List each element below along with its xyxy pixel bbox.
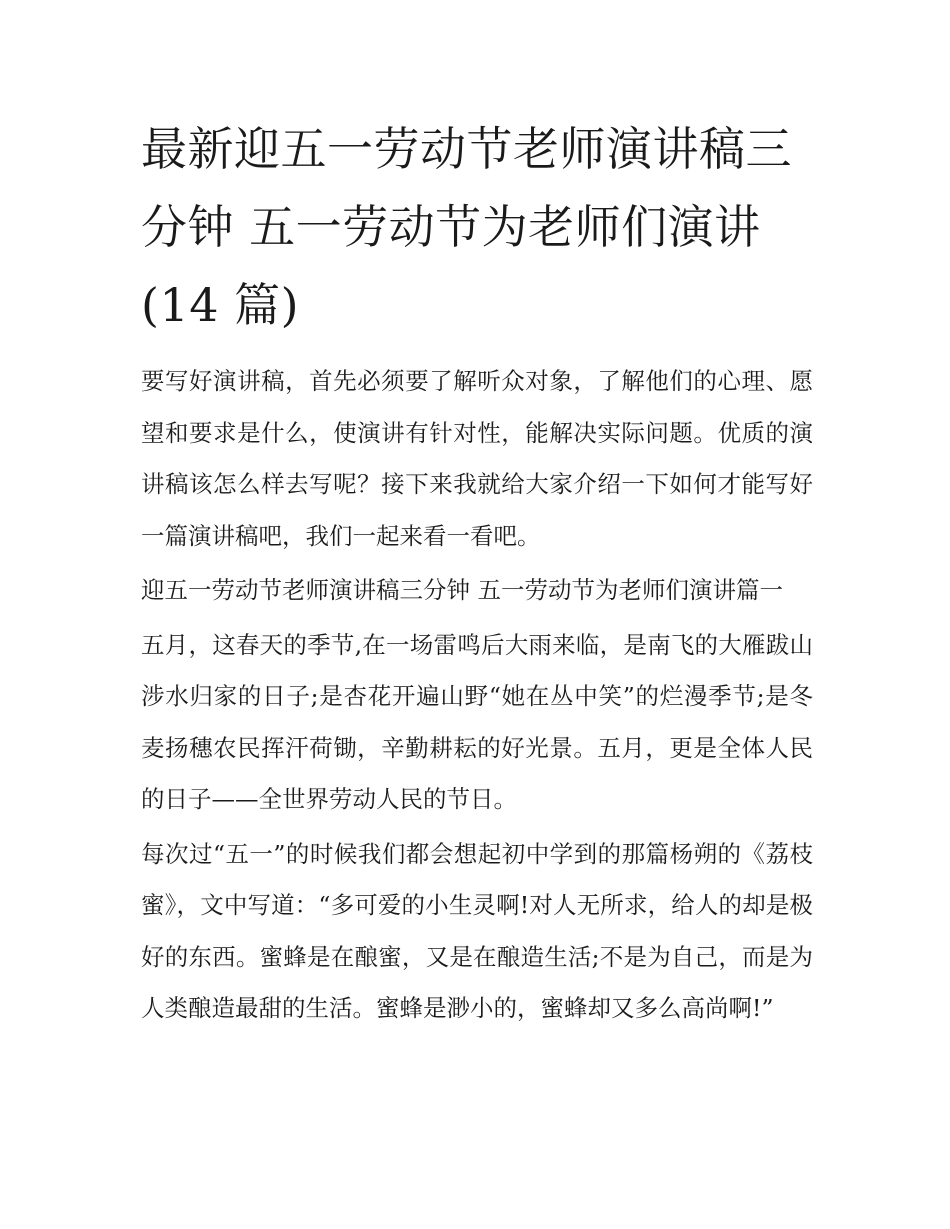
intro-paragraph: 要写好演讲稿，首先必须要了解听众对象，了解他们的心理、愿望和要求是什么，使演讲有针对性，能解决实际问题。优质的演讲稿该怎么样去写呢？接下来我就给大家介绍一下如何才能写好一篇演讲稿吧，我们一起来看一看吧。 <box>141 367 813 550</box>
document-page <box>141 110 813 1035</box>
document-body <box>141 356 813 1035</box>
body-paragraph: 五月，这春天的季节,在一场雷鸣后大雨来临，是南飞的大雁跋山涉水归家的日子;是杏花开遍山野“她在丛中笑”的烂漫季节;是冬麦扬穗农民挥汗荷锄，辛勤耕耘的好光景。五月，更是全体人民的日子——全世界劳动人民的节日。 <box>141 630 813 813</box>
body-paragraph: 每次过“五一”的时候我们都会想起初中学到的那篇杨朔的《荔枝蜜》，文中写道：“多可爱的小生灵啊!对人无所求，给人的却是极好的东西。蜜蜂是在酿蜜，又是在酿造生活;不是为自己，而是为人类酿造最甜的生活。蜜蜂是渺小的，蜜蜂却又多么高尚啊!” <box>141 839 813 1022</box>
document-title: 最新迎五一劳动节老师演讲稿三分钟 五一劳动节为老师们演讲(14 篇) <box>141 122 792 332</box>
section-heading: 迎五一劳动节老师演讲稿三分钟 五一劳动节为老师们演讲篇一 <box>141 576 783 604</box>
